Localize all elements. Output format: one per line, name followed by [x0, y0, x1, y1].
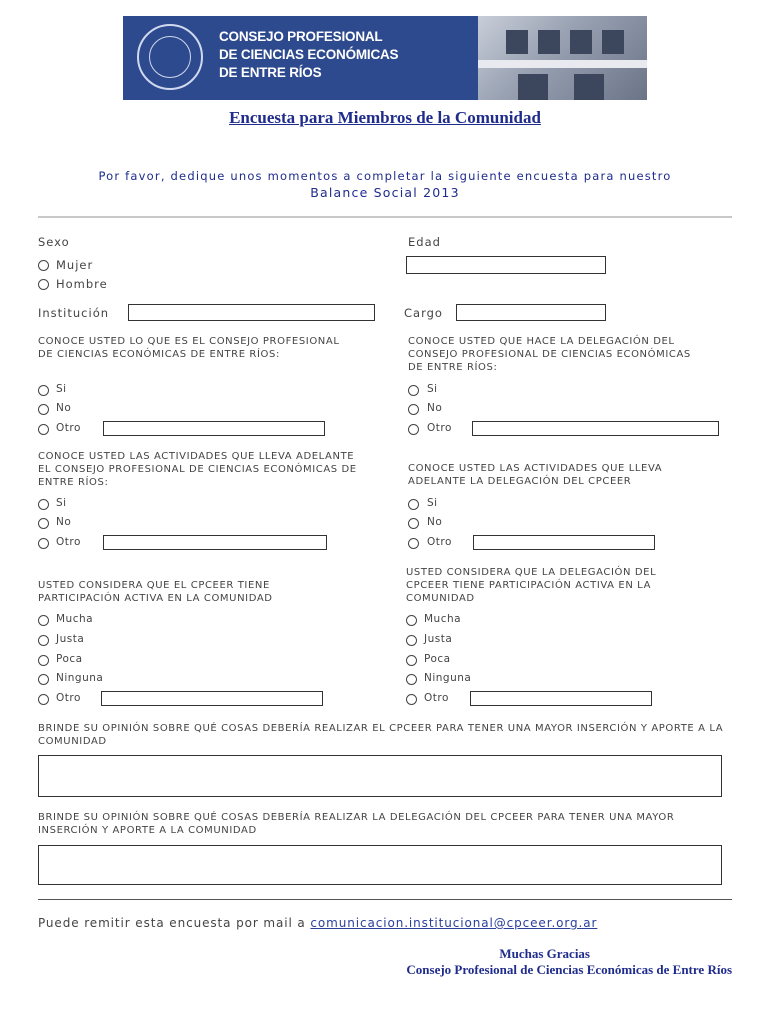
option-otro: Otro	[424, 692, 449, 704]
radio-q2l-otro[interactable]	[38, 538, 49, 549]
radio-q3r-mucha[interactable]	[406, 615, 417, 626]
option-no: No	[56, 402, 72, 414]
edad-input[interactable]	[406, 256, 606, 274]
institucion-label: Institución	[38, 306, 110, 320]
opinion-delegacion-textarea[interactable]	[38, 845, 722, 885]
radio-q3l-mucha[interactable]	[38, 615, 49, 626]
radio-q1l-si[interactable]	[38, 385, 49, 396]
option-hombre: Hombre	[56, 277, 108, 291]
radio-q1l-no[interactable]	[38, 404, 49, 415]
radio-q2r-no[interactable]	[408, 518, 419, 529]
option-si: Si	[427, 497, 438, 509]
radio-q1r-si[interactable]	[408, 385, 419, 396]
radio-q1l-otro[interactable]	[38, 424, 49, 435]
radio-q2r-si[interactable]	[408, 499, 419, 510]
thanks-text: Muchas Gracias	[499, 946, 590, 961]
option-otro: Otro	[56, 422, 81, 434]
radio-q3l-otro[interactable]	[38, 694, 49, 705]
institucion-input[interactable]	[128, 304, 375, 321]
option-mujer: Mujer	[56, 258, 94, 272]
option-poca: Poca	[56, 653, 83, 665]
page-title: Encuesta para Miembros de la Comunidad	[229, 108, 541, 127]
radio-hombre[interactable]	[38, 279, 49, 290]
org-line-3: DE ENTRE RÍOS	[219, 65, 322, 80]
question-1-right: CONOCE USTED QUE HACE LA DELEGACIÓN DEL CONSEJO PROFESIONAL DE CIENCIAS ECONÓMICAS DE ENTRE RÍOS:	[408, 336, 691, 373]
option-otro: Otro	[427, 536, 452, 548]
building-photo-icon	[478, 16, 647, 100]
option-mucha: Mucha	[56, 613, 94, 625]
q1l-otro-input[interactable]	[103, 421, 325, 436]
radio-q3r-justa[interactable]	[406, 635, 417, 646]
header-banner	[123, 16, 647, 100]
q3r-otro-input[interactable]	[470, 691, 652, 706]
radio-q1r-otro[interactable]	[408, 424, 419, 435]
question-1-left: CONOCE USTED LO QUE ES EL CONSEJO PROFESIONAL DE CIENCIAS ECONÓMICAS DE ENTRE RÍOS:	[38, 336, 340, 360]
option-justa: Justa	[424, 633, 453, 645]
radio-q2l-si[interactable]	[38, 499, 49, 510]
option-poca: Poca	[424, 653, 451, 665]
logo-seal-icon	[137, 24, 203, 90]
opinion-cpceer-textarea[interactable]	[38, 755, 722, 797]
radio-q3r-poca[interactable]	[406, 655, 417, 666]
option-no: No	[427, 516, 443, 528]
radio-q3l-justa[interactable]	[38, 635, 49, 646]
edad-label: Edad	[408, 235, 441, 249]
intro-subtitle: Balance Social 2013	[310, 185, 460, 200]
option-si: Si	[427, 383, 438, 395]
sexo-label: Sexo	[38, 235, 70, 249]
radio-q1r-no[interactable]	[408, 404, 419, 415]
question-3-left: USTED CONSIDERA QUE EL CPCEER TIENE PARTICIPACIÓN ACTIVA EN LA COMUNIDAD	[38, 580, 273, 604]
option-justa: Justa	[56, 633, 85, 645]
radio-q2r-otro[interactable]	[408, 538, 419, 549]
q3l-otro-input[interactable]	[101, 691, 323, 706]
radio-q2l-no[interactable]	[38, 518, 49, 529]
radio-q3r-otro[interactable]	[406, 694, 417, 705]
option-no: No	[56, 516, 72, 528]
option-no: No	[427, 402, 443, 414]
intro-text: Por favor, dedique unos momentos a completar la siguiente encuesta para nuestro	[98, 169, 672, 183]
option-ninguna: Ninguna	[424, 672, 472, 684]
option-otro: Otro	[56, 536, 81, 548]
divider	[38, 216, 732, 218]
mail-text: Puede remitir esta encuesta por mail a	[38, 916, 311, 930]
q1r-otro-input[interactable]	[472, 421, 719, 436]
option-otro: Otro	[427, 422, 452, 434]
option-mucha: Mucha	[424, 613, 462, 625]
org-line-1: CONSEJO PROFESIONAL	[219, 29, 383, 44]
q2r-otro-input[interactable]	[473, 535, 655, 550]
radio-q3l-ninguna[interactable]	[38, 674, 49, 685]
radio-mujer[interactable]	[38, 260, 49, 271]
q2l-otro-input[interactable]	[103, 535, 327, 550]
radio-q3r-ninguna[interactable]	[406, 674, 417, 685]
question-2-right: CONOCE USTED LAS ACTIVIDADES QUE LLEVA ADELANTE LA DELEGACIÓN DEL CPCEER	[408, 463, 663, 487]
cargo-input[interactable]	[456, 304, 606, 321]
org-line-2: DE CIENCIAS ECONÓMICAS	[219, 47, 399, 62]
question-3-right: USTED CONSIDERA QUE LA DELEGACIÓN DEL CPCEER TIENE PARTICIPACIÓN ACTIVA EN LA COMUNIDAD	[406, 567, 657, 604]
question-2-left: CONOCE USTED LAS ACTIVIDADES QUE LLEVA ADELANTE EL CONSEJO PROFESIONAL DE CIENCIAS ECONÓMICAS DE ENTRE RÍOS:	[38, 451, 357, 488]
mail-line	[38, 916, 597, 930]
option-ninguna: Ninguna	[56, 672, 104, 684]
radio-q3l-poca[interactable]	[38, 655, 49, 666]
footer-org: Consejo Profesional de Ciencias Económicas de Entre Ríos	[406, 962, 732, 977]
question-4: BRINDE SU OPINIÓN SOBRE QUÉ COSAS DEBERÍA REALIZAR EL CPCEER PARA TENER UNA MAYOR INSERCIÓN Y APORTE A LA COMUNIDAD	[38, 723, 724, 747]
mail-link[interactable]: comunicacion.institucional@cpceer.org.ar	[310, 916, 598, 930]
option-si: Si	[56, 497, 67, 509]
option-otro: Otro	[56, 692, 81, 704]
option-si: Si	[56, 383, 67, 395]
question-5: BRINDE SU OPINIÓN SOBRE QUÉ COSAS DEBERÍA REALIZAR LA DELEGACIÓN DEL CPCEER PARA TENER UNA MAYOR INSERCIÓN Y APORTE A LA COMUNIDAD	[38, 812, 675, 836]
footer-divider	[38, 899, 732, 900]
cargo-label: Cargo	[404, 306, 443, 320]
